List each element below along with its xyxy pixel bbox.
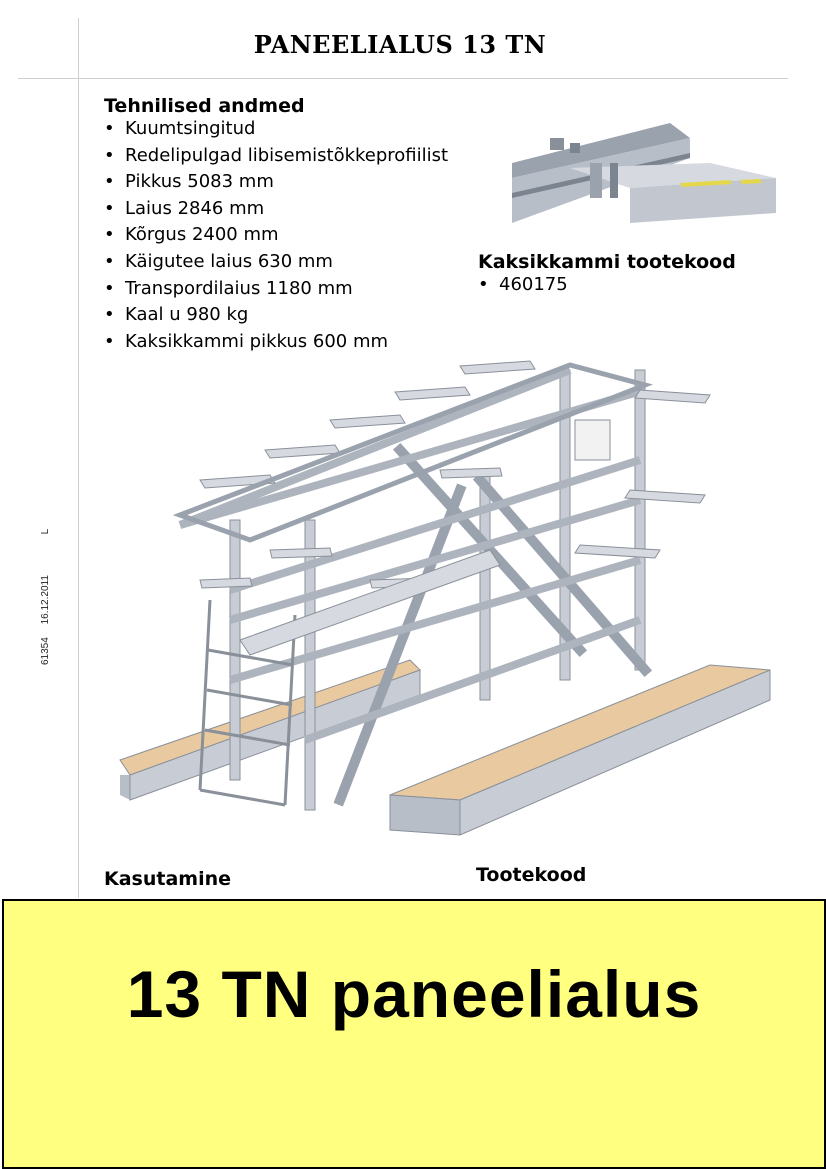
title-banner bbox=[2, 899, 826, 1169]
tech-item: • Redelipulgad libisemistõkkeprofiilist bbox=[104, 143, 448, 170]
tech-item: • Kaksikkammi pikkus 600 mm bbox=[104, 329, 448, 356]
tech-item: • Kaal u 980 kg bbox=[104, 302, 448, 329]
margin-vertical-line bbox=[78, 18, 79, 898]
banner-title: 13 TN paneelialus bbox=[126, 957, 702, 1031]
tech-item: • Pikkus 5083 mm bbox=[104, 169, 448, 196]
page-title: PANEELIALUS 13 TN bbox=[253, 30, 547, 59]
comb-item: • 460175 bbox=[478, 272, 568, 299]
tech-item: • Kõrgus 2400 mm bbox=[104, 222, 448, 249]
doc-date: 16.12.2011 bbox=[40, 575, 51, 625]
tech-item: • Laius 2846 mm bbox=[104, 196, 448, 223]
tech-item: • Kuumtsingitud bbox=[104, 116, 448, 143]
tech-heading: Tehnilised andmed bbox=[104, 95, 305, 117]
doc-number: 61354 bbox=[40, 637, 51, 665]
comb-photo bbox=[510, 118, 776, 228]
rack-drawing bbox=[100, 350, 780, 840]
tech-list bbox=[104, 116, 448, 355]
product-heading: Tootekood bbox=[476, 864, 587, 886]
comb-heading: Kaksikkammi tootekood bbox=[478, 251, 736, 273]
tech-item: • Käigutee laius 630 mm bbox=[104, 249, 448, 276]
comb-list bbox=[478, 272, 568, 299]
header-divider bbox=[18, 78, 788, 79]
usage-heading: Kasutamine bbox=[104, 868, 232, 890]
side-note bbox=[40, 505, 51, 665]
tech-item: • Transpordilaius 1180 mm bbox=[104, 276, 448, 303]
doc-code: L bbox=[40, 528, 51, 535]
